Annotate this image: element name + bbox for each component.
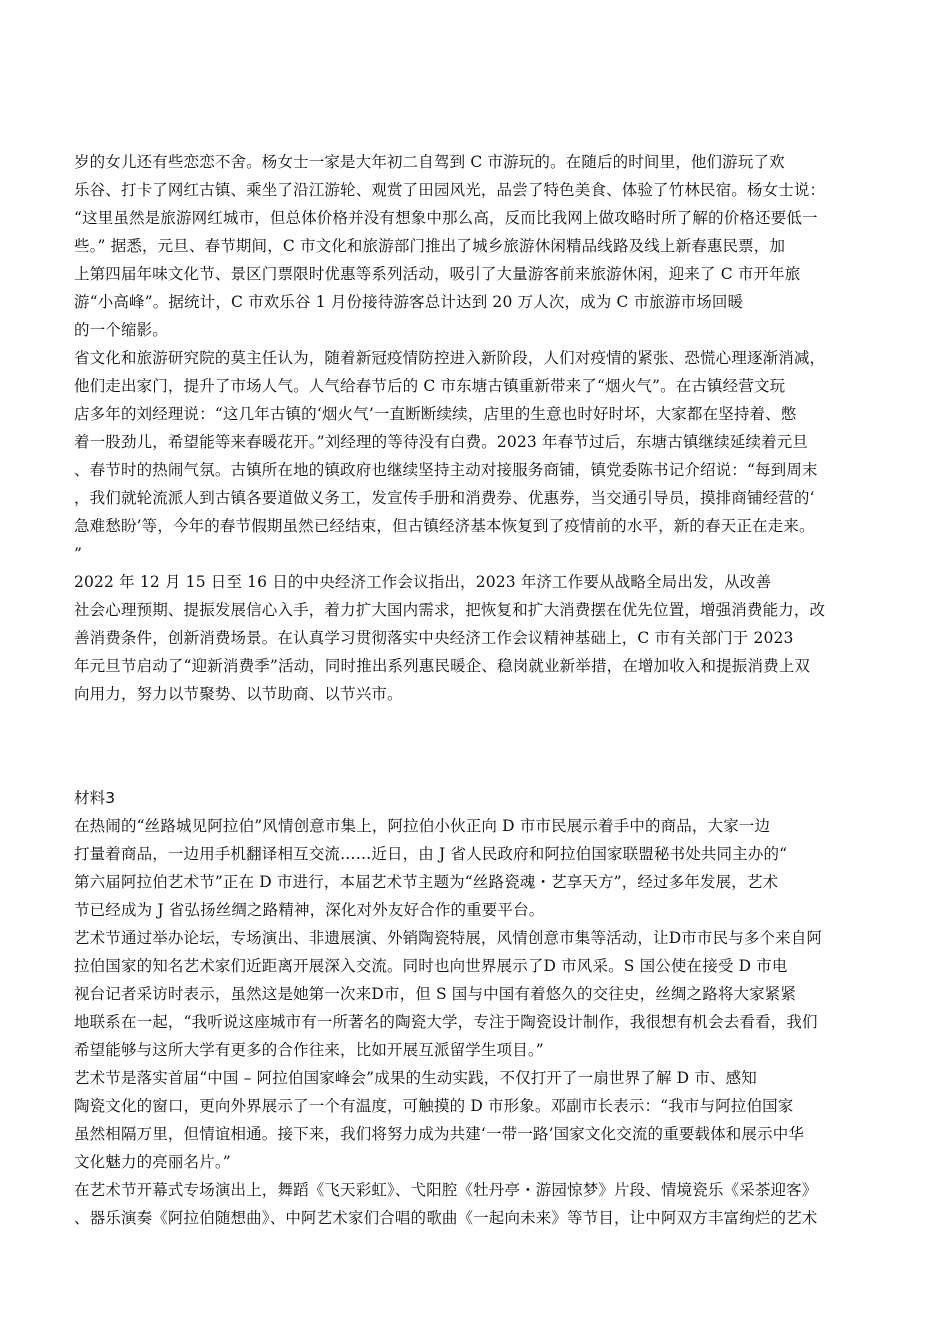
text-line: 急难愁盼’等，今年的春节假期虽然已经结束，但古镇经济基本恢复到了疫情前的水平，新的春天正在走来。 [74,517,815,535]
text-line: 他们走出家门，提升了市场人气。人气给春节后的 C 市东塘古镇重新带来了“烟火气”。在古镇经营文玩 [74,377,786,395]
text-line: 社会心理预期、提振发展信心入手，着力扩大国内需求，把恢复和扩大消费摆在优先位置，增强消费能力，改 [74,601,826,619]
text-line: 陶瓷文化的窗口，更向外界展示了一个有温度，可触摸的 D 市形象。邓副市长表示：“我市与阿拉伯国家 [74,1097,794,1115]
section-heading: 材料3 [74,789,116,807]
text-line: 虽然相隔万里，但情谊相通。接下来，我们将努力成为共建‘一带一路’国家文化交流的重要载体和展示中华 [74,1125,805,1143]
text-line: 年元旦节启动了“迎新消费季”活动，同时推出系列惠民暖企、稳岗就业新举措，在增加收入和提振消费上双 [74,657,811,675]
text-line: 、春节时的热闹气氛。古镇所在地的镇政府也继续坚持主动对接服务商铺，镇党委陈书记介绍说：“每到周末 [74,461,818,479]
text-line: 向用力，努力以节聚势、以节助商、以节兴市。 [74,685,403,703]
text-line: 视台记者采访时表示，虽然这是她第一次来D市，但 S 国与中国有着悠久的交往史，丝绸之路将大家紧紧 [74,985,797,1003]
text-line: 2022 年 12 月 15 日至 16 日的中央经济工作会议指出，2023 年济工作要从战略全局出发，从改善 [74,573,772,591]
text-line: 打量着商品，一边用手机翻译相互交流……近日，由 J 省人民政府和阿拉伯国家联盟秘书处共同主办的“ [74,845,788,863]
text-line: 在艺术节开幕式专场演出上，舞蹈《飞天彩虹》、弋阳腔《牡丹亭・游园惊梦》片段、情境瓷乐《采茶迎客》 [74,1181,818,1199]
text-line: 乐谷、打卡了网红古镇、乘坐了沿江游轮、观赏了田园风光，品尝了特色美食、体验了竹林民宿。杨女士说： [74,181,826,199]
text-line: 拉伯国家的知名艺术家们近距离开展深入交流。同时也向世界展示了D 市风采。S 国公使在接受 D 市电 [74,957,788,975]
text-line: ，我们就轮流派人到古镇各要道做义务工，发宣传手册和消费券、优惠券，当交通引导员，摸排商铺经营的‘ [74,489,815,507]
text-line: 在热闹的“丝路城见阿拉伯”风情创意市集上，阿拉伯小伙正向 D 市市民展示着手中的商品，大家一边 [74,817,771,835]
text-line: 地联系在一起，“我听说这座城市有一所著名的陶瓷大学，专注于陶瓷设计制作，我很想有机会去看看，我们 [74,1013,818,1031]
text-line: 的一个缩影。 [74,321,168,339]
text-line: 些。” 据悉，元旦、春节期间，C 市文化和旅游部门推出了城乡旅游休闲精品线路及线上新春惠民票，加 [74,237,786,255]
text-line: 店多年的刘经理说：“这几年古镇的‘烟火气’一直断断续续，店里的生意也时好时坏，大家都在坚持着、憋 [74,405,797,423]
text-line: 艺术节是落实首届“中国 – 阿拉伯国家峰会”成果的生动实践，不仅打开了一扇世界了解 D 市、感知 [74,1069,757,1087]
text-line: “这里虽然是旅游网红城市，但总体价格并没有想象中那么高，反而比我网上做攻略时所了解的价格还要低一 [74,209,818,227]
text-line: 节已经成为 J 省弘扬丝绸之路精神，深化对外友好合作的重要平台。 [74,901,545,919]
text-line: 文化魅力的亮丽名片。” [74,1153,231,1171]
text-line: 希望能够与这所大学有更多的合作往来，比如开展互派留学生项目。” [74,1041,544,1059]
text-line: 艺术节通过举办论坛，专场演出、非遗展演、外销陶瓷特展，风情创意市集等活动，让D市市民与多个来自阿 [74,929,823,947]
text-line: 着一股劲儿，希望能等来春暖花开。”刘经理的等待没有白费。2023 年春节过后，东塘古镇继续延续着元旦 [74,433,809,451]
text-line: ” [74,545,83,563]
text-line: 岁的女儿还有些恋恋不舍。杨女士一家是大年初二自驾到 C 市游玩的。在随后的时间里，他们游玩了欢 [74,153,785,171]
text-line: 省文化和旅游研究院的莫主任认为，随着新冠疫情防控进入新阶段，人们对疫情的紧张、恐慌心理逐渐消减， [74,349,826,367]
text-line: 第六届阿拉伯艺术节”正在 D 市进行，本届艺术节主题为“丝路瓷魂・艺享天方”，经过多年发展，艺术 [74,873,779,891]
text-line: 游“小高峰”。据统计，C 市欢乐谷 1 月份接待游客总计达到 20 万人次，成为 C 市旅游市场回暖 [74,293,744,311]
text-line: 上第四届年味文化节、景区门票限时优惠等系列活动，吸引了大量游客前来旅游休闲，迎来了 C 市开年旅 [74,265,801,283]
text-line: 善消费条件，创新消费场景。在认真学习贯彻落实中央经济工作会议精神基础上，C 市有关部门于 2023 [74,629,794,647]
text-line: 、器乐演奏《阿拉伯随想曲》、中阿艺术家们合唱的歌曲《一起向未来》等节目，让中阿双方丰富绚烂的艺术 [74,1209,818,1227]
